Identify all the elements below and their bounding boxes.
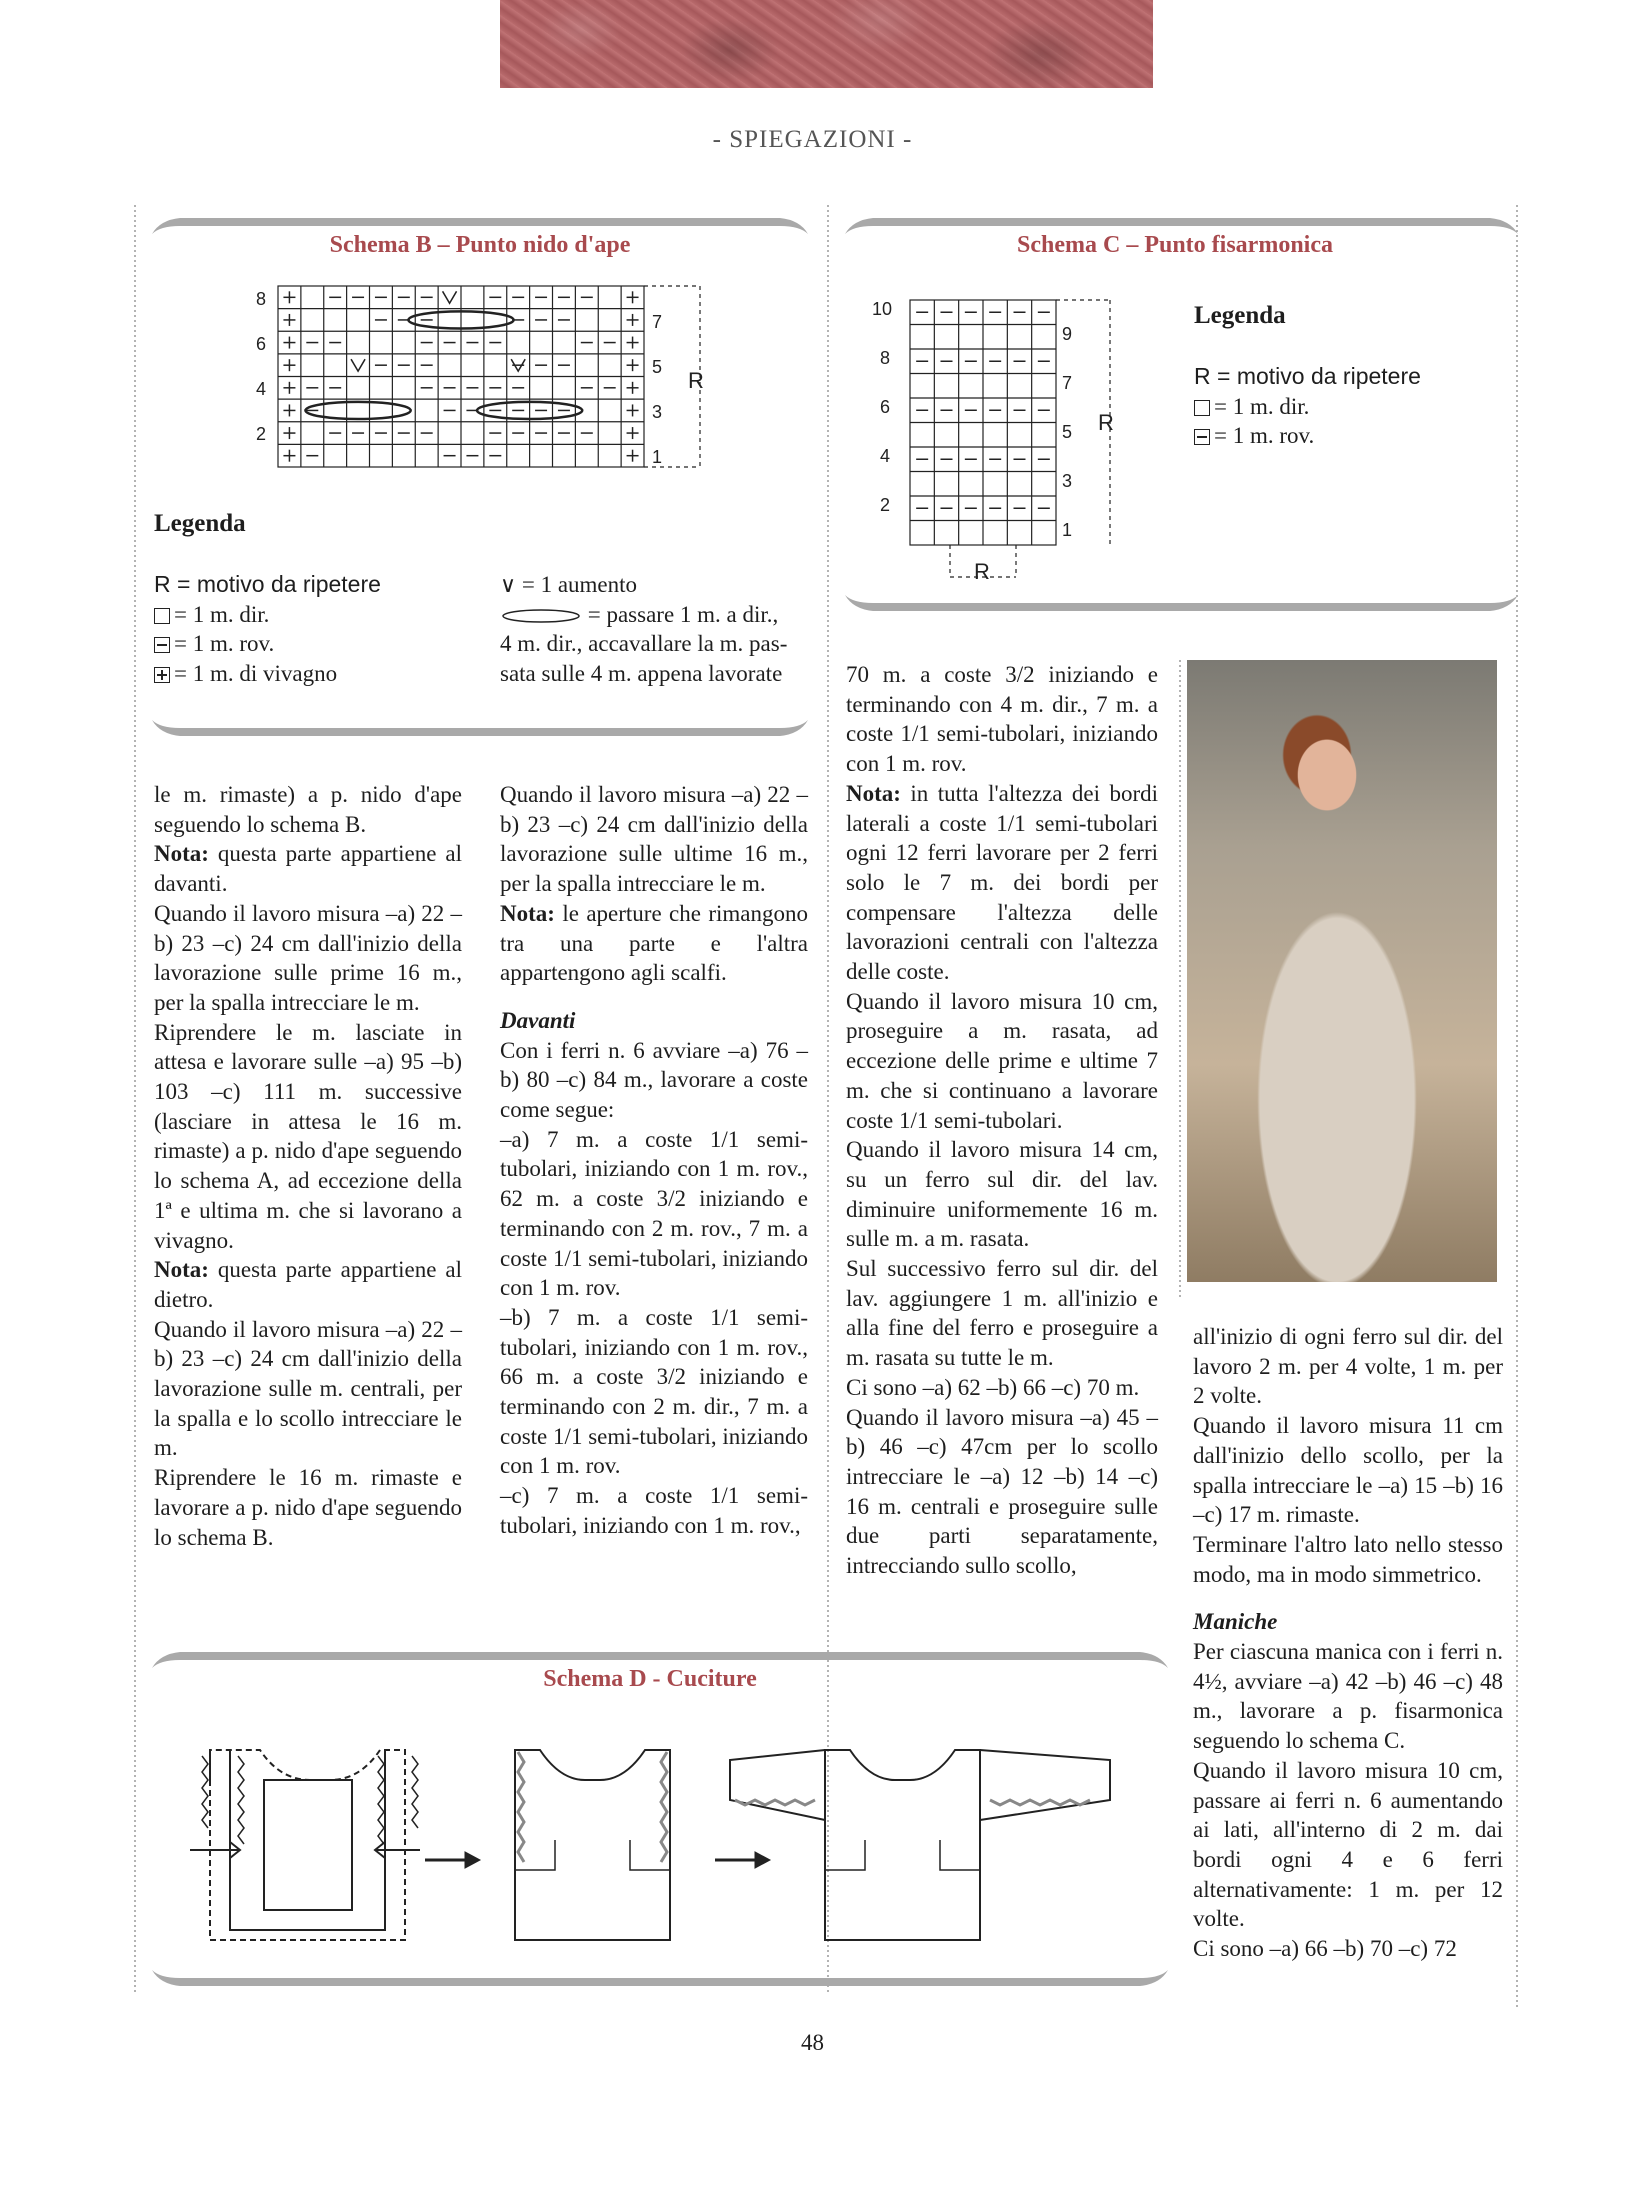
schema-c-row-8: 8 [880,348,891,368]
selvedge-square-icon [154,667,170,683]
schema-c-title: Schema C – Punto fisarmonica [1017,232,1333,258]
c2-p1: Quando il lavoro misura –a) 22 –b) 23 –c) 24 cm dall'inizio della lavorazione sulle ultime 16 m., per la spalla intrecciare le m. [500,782,808,897]
schema-c-chart [870,295,1130,590]
legend-pass-3: sata sulle 4 m. appena lavorate [500,661,783,687]
page-number: 48 [801,2030,824,2055]
knit-square-icon [1194,400,1210,416]
c2-p5: –a) 7 m. a coste 1/1 semi-tubolari, iniziando con 1 m. rov., 62 m. a coste 3/2 iniziando e terminando con 2 m. rov., 7 m. a coste 1/1 semi-tubolari, iniziando con 1 m. rov. [500,1126,808,1301]
c4-p3: Terminare l'altro lato nello stesso modo, ma in modo simmetrico. [1193,1531,1503,1587]
c2-p7: –c) 7 m. a coste 1/1 semi-tubolari, iniziando con 1 m. rov., [500,1483,808,1538]
schema-c-row-5: 5 [1062,422,1073,442]
purl-square-icon [1194,429,1210,445]
c1-p2: Nota: questa parte appartiene al davanti. [154,841,462,897]
schema-b-legend-right [500,570,820,689]
schema-b-row-5: 5 [652,357,663,377]
column-3 [846,660,1158,1581]
legend-pass-2: 4 m. dir., accavallare la m. pas- [500,631,788,657]
c3-p6: Ci sono –a) 62 –b) 66 –c) 70 m. [846,1374,1140,1400]
schema-c-row-7: 7 [1062,373,1073,393]
c1-p1: le m. rimaste) a p. nido d'ape seguendo lo schema B. [154,782,462,837]
legend-c-r: R = motivo da ripetere [1194,363,1421,389]
schema-b-legend-title: Legenda [154,510,246,537]
schema-d-title: Schema D - Cuciture [543,1666,757,1692]
c4-p7: Ci sono –a) 66 –b) 70 –c) 72 [1193,1936,1457,1962]
schema-c-row-2: 2 [880,495,891,515]
section-header: - SPIEGAZIONI - [712,126,913,153]
c1-p6: Quando il lavoro misura –a) 22 –b) 23 –c) 24 cm dall'inizio della lavorazione sulle m. centrali, per la spalla e lo scollo intrecciare le m. [154,1316,462,1461]
maniche-heading: Maniche [1193,1609,1278,1635]
legend-aum: = 1 aumento [521,572,638,597]
c3-p5: Sul successivo ferro sul dir. del lav. aggiungere 1 m. all'inizio e alla fine del ferro e proseguire a m. rasata su tutte le m. [846,1256,1158,1371]
c2-p6: –b) 7 m. a coste 1/1 semi-tubolari, iniziando con 1 m. rov., 66 m. a coste 3/2 iniziando e terminando con 2 m. dir., 7 m. a coste 1/1 semi-tubolari, iniziando con 1 m. rov. [500,1304,808,1479]
c3-p7: Quando il lavoro misura –a) 45 –b) 46 –c) 47cm per lo scollo intrecciare le –a) 12 –b) 14 –c) 16 m. centrali e proseguire sulle due parti separatamente, intrecciando sullo scollo, [846,1404,1158,1579]
model-photo [1187,660,1497,1282]
c3-p3: Quando il lavoro misura 10 cm, proseguire a m. rasata, ad eccezione delle prime e ultime 7 m. che si continuano a lavorare coste 1/1 semi-tubolari. [846,988,1158,1133]
schema-c-legend-title: Legenda [1194,302,1286,329]
c4-p2: Quando il lavoro misura 11 cm dall'inizio dello scollo, per la spalla intrecciare le –a) 15 –b) 16 –c) 17 m. rimaste. [1193,1413,1503,1528]
schema-b-row-7: 7 [652,312,663,332]
c3-p2: Nota: in tutta l'altezza dei bordi laterali a coste 1/1 semi-tubolari ogni 12 ferri lavorare per 2 ferri solo le 7 m. dei bordi per compensare l'altezza delle lavorazioni centrali con l'altezza delle coste. [846,780,1158,985]
schema-c-repeat-label-right: R [1098,410,1114,435]
c3-p4: Quando il lavoro misura 14 cm, su un ferro sul dir. del lav. diminuire uniformemente 16 m. sulle m. a m. rasata. [846,1137,1158,1252]
legend-pass-1: = passare 1 m. a dir., [587,601,779,627]
schema-b-title: Schema B – Punto nido d'ape [329,232,631,258]
c2-p2: Nota: le aperture che rimangono tra una parte e l'altra appartengono agli scalfi. [500,900,808,986]
c1-p7: Riprendere le 16 m. rimaste e lavorare a p. nido d'ape seguendo lo schema B. [154,1465,462,1550]
davanti-heading: Davanti [500,1007,576,1033]
knit-square-icon [154,608,170,624]
schema-b-row-3: 3 [652,402,663,422]
schema-d-diagram [180,1720,1140,1960]
legend-dir: = 1 m. dir. [174,601,270,627]
slip-oval-icon [500,607,582,625]
c4-p6: Quando il lavoro misura 10 cm, passare ai ferri n. 6 aumentando ai lati, all'interno di 2 m. dai bordi ogni 4 e 6 ferri alternativamente: 1 m. per 12 volte. [1193,1757,1503,1932]
increase-v-icon: ∨ [500,572,517,597]
schema-b-row-2: 2 [256,424,267,444]
legend-rov: = 1 m. rov. [174,631,275,657]
schema-c-row-3: 3 [1062,471,1073,491]
c2-p4: Con i ferri n. 6 avviare –a) 76 –b) 80 –c) 84 m., lavorare a coste come segue: [500,1037,808,1123]
purl-square-icon [154,637,170,653]
c1-p5: Nota: questa parte appartiene al dietro. [154,1257,462,1312]
legend-viv: = 1 m. di vivagno [174,661,338,687]
schema-c-repeat-label-bottom: R [974,559,990,584]
schema-b-row-1: 1 [652,447,663,467]
schema-b-chart [240,280,710,475]
schema-c-row-4: 4 [880,446,891,466]
schema-c-row-9: 9 [1062,324,1073,344]
schema-c-legend [1194,362,1504,451]
legend-c-dir: = 1 m. dir. [1214,393,1310,419]
c1-p4: Riprendere le m. lasciate in attesa e lavorare sulle –a) 95 –b) 103 –c) 111 m. successive (lasciare in attesa le 16 m. rimaste) a p. nido d'ape seguendo lo schema A, ad eccezione della 1ª e ultima m. che si lavorano a vivagno. [154,1019,462,1253]
c4-p5: Per ciascuna manica con i ferri n. 4½, avviare –a) 42 –b) 46 –c) 48 m., lavorare a p. fisarmonica seguendo lo schema C. [1193,1639,1503,1754]
schema-b-row-8: 8 [256,289,267,309]
c4-p1: all'inizio di ogni ferro sul dir. del lavoro 2 m. per 4 volte, 1 m. per 2 volte. [1193,1324,1503,1409]
column-2 [500,780,808,1541]
schema-c-row-10: 10 [872,299,893,319]
legend-c-rov: = 1 m. rov. [1214,423,1315,449]
column-1 [154,780,462,1552]
schema-b-row-4: 4 [256,379,267,399]
legend-r-line: R = motivo da ripetere [154,571,381,597]
schema-c-row-6: 6 [880,397,891,417]
c3-p1: 70 m. a coste 3/2 iniziando e terminando con 4 m. dir., 7 m. a coste 1/1 semi-tubolari, iniziando con 1 m. rov. [846,662,1158,777]
schema-c-row-1: 1 [1062,520,1073,540]
c1-p3: Quando il lavoro misura –a) 22 –b) 23 –c) 24 cm dall'inizio della lavorazione sulle prime 16 m., per la spalla intrecciare le m. [154,900,462,1015]
schema-b-legend-left [154,570,494,689]
column-4 [1193,1322,1503,1964]
schema-b-row-6: 6 [256,334,267,354]
schema-b-repeat-label: R [688,368,704,393]
